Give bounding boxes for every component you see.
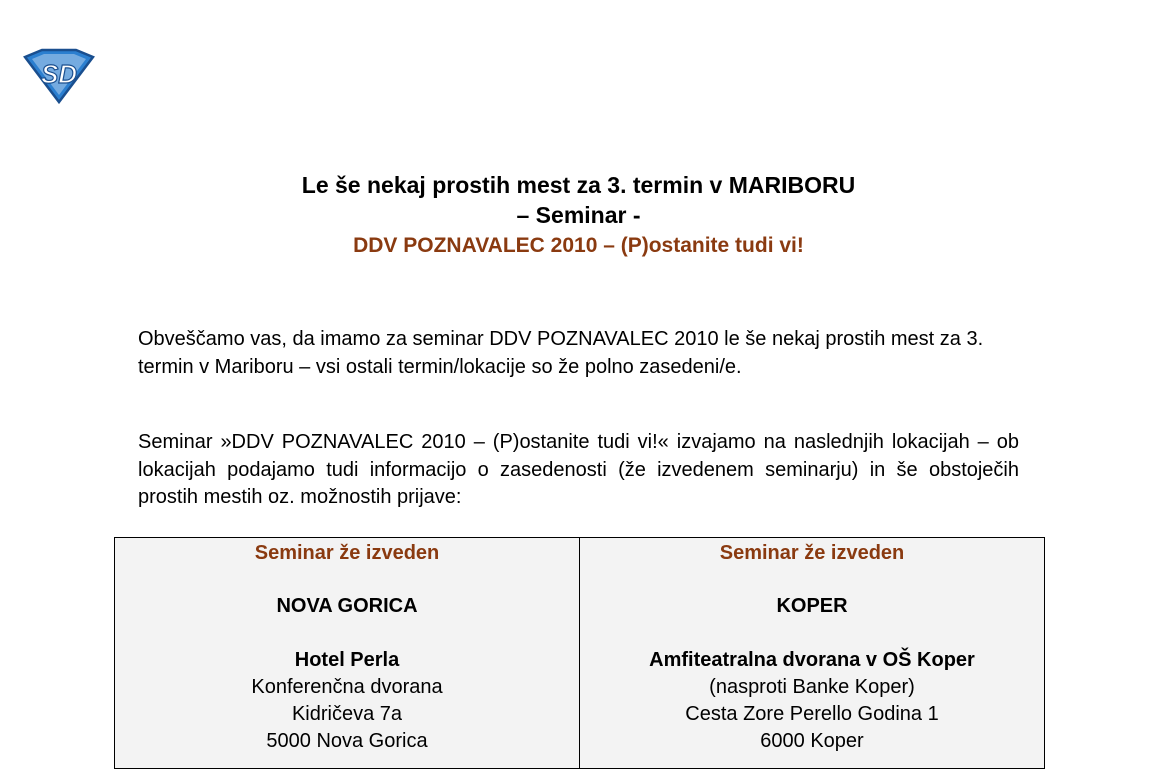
- locations-paragraph: Seminar »DDV POZNAVALEC 2010 – (P)ostanite tudi vi!« izvajamo na naslednjih lokacijah – ob lokacijah podajamo tudi informacijo o zasedenosti (že izvedenem seminarju) in še obstoječih prostih mestih oz. možnostih prijave:: [138, 431, 1019, 508]
- location-cell-koper: [579, 538, 1044, 768]
- svg-text:SD: SD: [40, 59, 78, 89]
- address-line: Kidričeva 7a: [291, 703, 403, 725]
- city-name: KOPER: [776, 595, 848, 617]
- status-label: Seminar že izveden: [254, 542, 440, 564]
- title-line-1: Le še nekaj prostih mest za 3. termin v MARIBORU: [301, 172, 856, 198]
- title-line-3: DDV POZNAVALEC 2010 – (P)ostanite tudi vi!: [353, 234, 804, 257]
- address-line: 5000 Nova Gorica: [266, 730, 428, 752]
- title-line-2: – Seminar -: [516, 202, 641, 228]
- address-line: (nasproti Banke Koper): [709, 676, 915, 698]
- logo-icon: [22, 47, 96, 105]
- venue-name: Amfiteatralna dvorana v OŠ Koper: [649, 649, 975, 671]
- status-label: Seminar že izveden: [719, 542, 905, 564]
- page-title: [0, 170, 1157, 261]
- city-name: NOVA GORICA: [276, 595, 418, 617]
- locations-table: [114, 537, 1045, 769]
- address-line: Cesta Zore Perello Godina 1: [685, 703, 939, 725]
- address-line: Konferenčna dvorana: [251, 676, 443, 698]
- location-cell-nova-gorica: [115, 538, 579, 768]
- venue-name: Hotel Perla: [294, 649, 400, 671]
- address-line: 6000 Koper: [760, 730, 864, 752]
- intro-paragraph: Obveščamo vas, da imamo za seminar DDV POZNAVALEC 2010 le še nekaj prostih mest za 3. termin v Mariboru – vsi ostali termin/lokacije so že polno zasedeni/e.: [138, 328, 984, 378]
